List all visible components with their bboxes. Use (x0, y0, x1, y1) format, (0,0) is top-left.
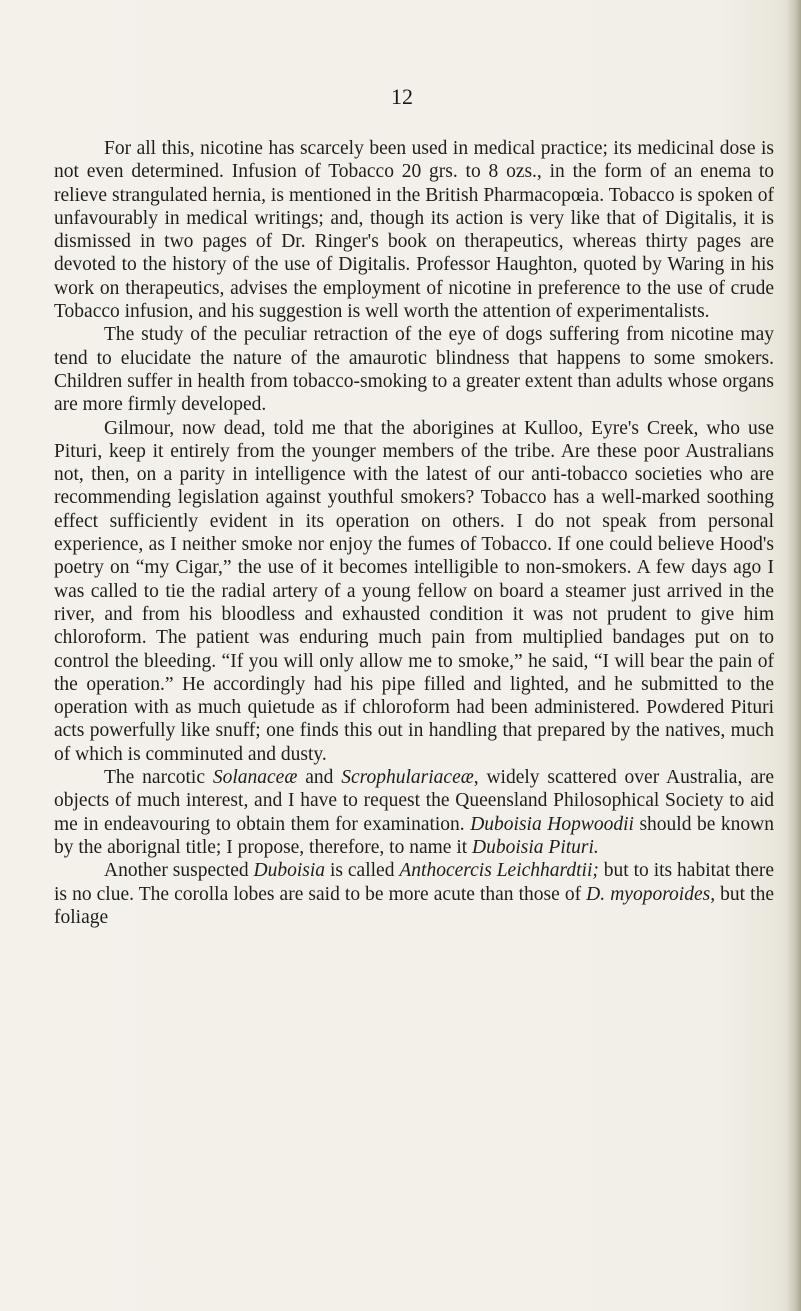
paragraph-gilmour-pituri: Gilmour, now dead, told me that the aborigines at Kulloo, Eyre's Creek, who use Pituri, keep it entirely from the younger members of the tribe. Are these poor Australians not, then, on a parity in intelligence with the latest of our anti-tobacco societies who are recommending legislation against youthful smokers? Tobacco has a well-marked soothing effect sufficiently evident in its operation on others. I do not speak from personal experience, as I neither smoke nor enjoy the fumes of Tobacco. If one could believe Hood's poetry on “my Cigar,” the use of it becomes intelligible to non-smokers. A few days ago I was called to tie the radial artery of a young fellow on board a steamer just arrived in the river, and from his bloodless and exhausted condition it was not prudent to give him chloroform. The patient was enduring much pain from multiplied bandages put on to control the bleeding. “If you will only allow me to smoke,” he said, “I will bear the pain of the operation.” He accordingly had his pipe filled and lighted, and he submitted to the operation with as much quietude as if chloroform had been administered. Powdered Pituri acts powerfully like snuff; one finds this out in handling that prepared by the natives, much of which is comminuted and dusty. (54, 417, 774, 765)
body-text (54, 137, 774, 929)
italic-taxon: Scrophulariaceæ (341, 767, 474, 789)
page-edge-shadow (787, 0, 801, 1311)
italic-taxon: Anthocercis Leichhardtii; (399, 860, 599, 882)
text-run: Another suspected (104, 860, 254, 882)
text-run: but to its habitat there is no clue. The corolla lobes are said to be more acute than those of (54, 860, 775, 905)
text-run: is called (325, 860, 400, 882)
italic-taxon: Duboisia Hopwoodii (470, 813, 634, 835)
text-run: and (297, 767, 342, 789)
paragraph-nicotine-medical-use: For all this, nicotine has scarcely been used in medical practice; its medicinal dose is not even determined. Infusion of Tobacco 20 grs. to 8 ozs., in the form of an enema to relieve strangulated hernia, is mentioned in the British Pharmacopœia. Tobacco is spoken of unfavourably in medical writings; and, though its action is very like that of Digitalis, it is dismissed in two pages of Dr. Ringer's book on therapeutics, whereas thirty pages are devoted to the history of the use of Digitalis. Professor Haughton, quoted by Waring in his work on therapeutics, advises the employment of nicotine in preference to the use of crude Tobacco infusion, and his suggestion is well worth the attention of experimentalists. (54, 138, 774, 323)
paragraph-retraction-study: The study of the peculiar retraction of the eye of dogs suffering from nicotine may tend to elucidate the nature of the amaurotic blindness that happens to some smokers. Children suffer in health from tobacco-smoking to a greater extent than adults whose organs are more firmly developed. (54, 324, 774, 416)
text-run: The narcotic (104, 767, 213, 789)
italic-taxon: Duboisia Pituri. (472, 836, 599, 858)
text-run: should be known by the aborignal title; I propose, therefore, to name it (54, 813, 775, 858)
text-run: , widely scattered over Australia, are objects of much interest, and I have to request the Queensland Philosophical Society to aid me in endeavouring to obtain them for examination. (54, 767, 775, 835)
italic-taxon: D. myoporoides, (586, 883, 716, 905)
italic-taxon: Duboisia (253, 860, 326, 882)
paragraph-narcotic-plants (54, 766, 774, 859)
text-run: but the foliage (54, 883, 774, 928)
page-number: 12 (391, 84, 413, 109)
paragraph-another-duboisia (54, 859, 774, 929)
italic-taxon: Solanaceæ (212, 767, 298, 789)
